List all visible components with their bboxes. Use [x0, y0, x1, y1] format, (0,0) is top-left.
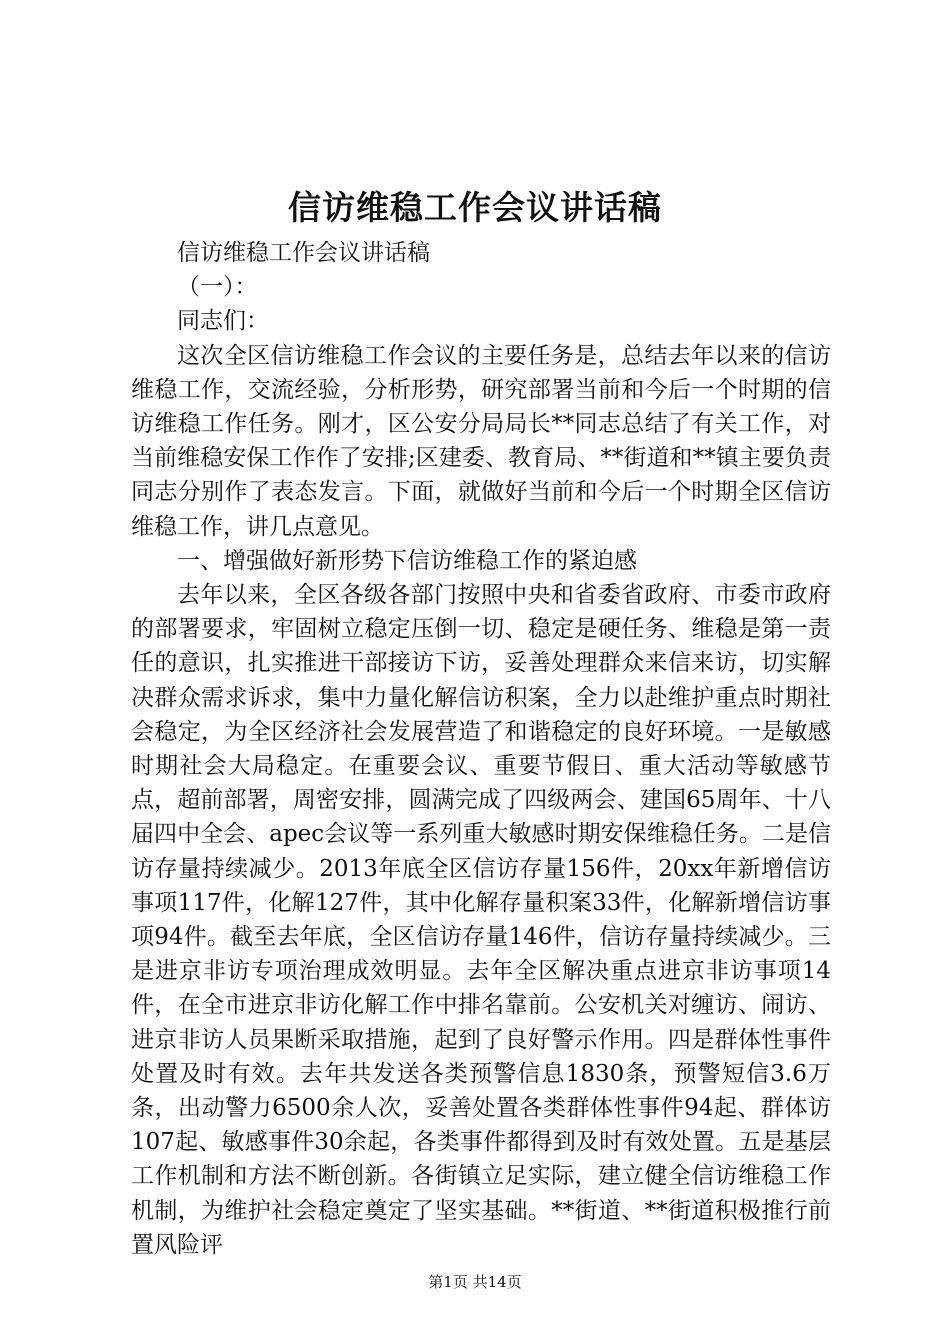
paragraph-salutation: 同志们： [177, 308, 269, 335]
paragraph-intro: 这次全区信访维稳工作会议的主要任务是，总结去年以来的信访维稳工作，交流经验，分析形势，研究部署当前和今后一个时期的信访维稳工作任务。刚才，区公安分局局长**同志总结了有关工作，对当前维稳安保工作作了安排;区建委、教育局、**街道和**镇主要负责同志分别作了表态发言。下面，就做好当前和今后一个时期全区信访维稳工作，讲几点意见。 [131, 342, 831, 540]
paragraph-subtitle: 信访维稳工作会议讲话稿 [177, 240, 430, 266]
paragraph-section-number: （一）： [177, 274, 258, 301]
document-body [131, 236, 831, 1262]
page-footer: 第1页 共14页 [428, 1273, 522, 1291]
paragraph-body: 去年以来，全区各级各部门按照中央和省委省政府、市委市政府的部署要求，牢固树立稳定压倒一切、稳定是硬任务、维稳是第一责任的意识，扎实推进干部接访下访，妥善处理群众来信来访，切实解决群众需求诉求，集中力量化解信访积案，全力以赴维护重点时期社会稳定，为全区经济社会发展营造了和谐稳定的良好环境。一是敏感时期社会大局稳定。在重要会议、重要节假日、重大活动等敏感节点，超前部署，周密安排，圆满完成了四级两会、建国65周年、十八届四中全会、apec会议等一系列重大敏感时期安保维稳任务。二是信访存量持续减少。2013年底全区信访存量156件，20xx年新增信访事项117件，化解127件，其中化解存量积案33件，化解新增信访事项94件。截至去年底，全区信访存量146件，信访存量持续减少。三是进京非访专项治理成效明显。去年全区解决重点进京非访事项14件，在全市进京非访化解工作中排名靠前。公安机关对缠访、闹访、进京非访人员果断采取措施，起到了良好警示作用。四是群体性事件处置及时有效。去年共发送各类预警信息1830条，预警短信3.6万条，出动警力6500余人次，妥善处置各类群体性事件94起、群体访107起、敏感事件30余起，各类事件都得到及时有效处置。五是基层工作机制和方法不断创新。各街镇立足实际，建立健全信访维稳工作机制，为维护社会稳定奠定了坚实基础。**街道、**街道积极推行前置风险评 [131, 582, 831, 1258]
paragraph-heading-one: 一、增强做好新形势下信访维稳工作的紧迫感 [177, 547, 637, 574]
document-title: 信访维稳工作会议讲话稿 [288, 188, 662, 227]
